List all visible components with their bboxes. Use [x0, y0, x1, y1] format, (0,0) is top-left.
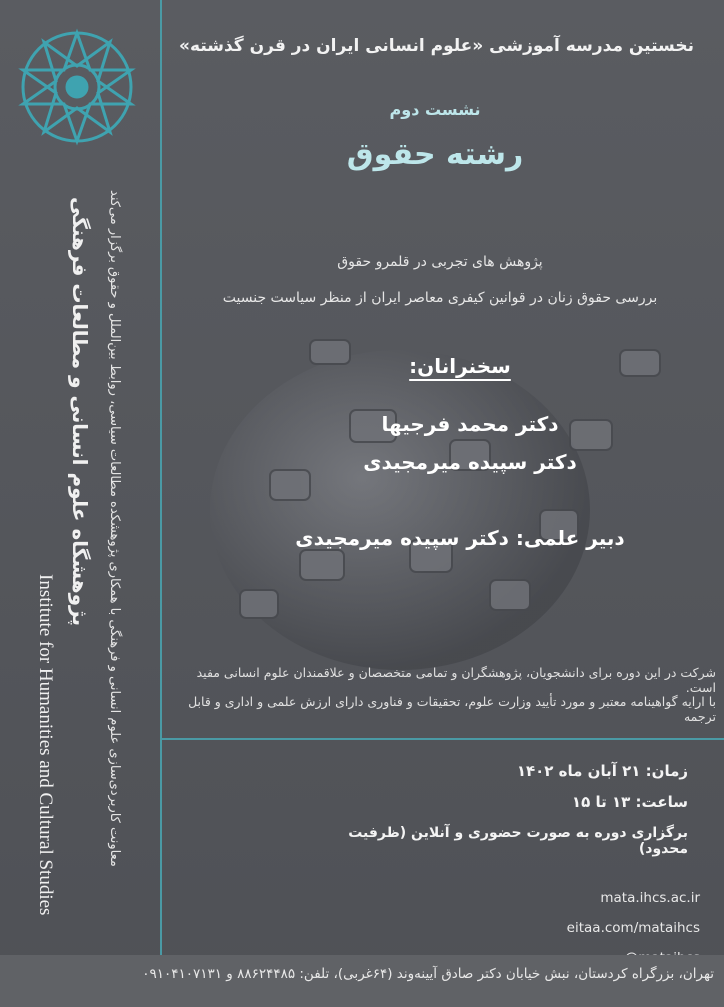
- topic-item: پژوهش های تجربی در قلمرو حقوق: [337, 254, 543, 270]
- sidebar-deputy-text: معاونت کاربردی‌سازی علوم انسانی و فرهنگی با همکاری پژوهشکده مطالعات سیاسی، روابط بین‌الملل و حقوق برگزار می‌کند: [107, 190, 122, 867]
- session-label: نشست دوم: [389, 100, 481, 119]
- field-title: رشته حقوق: [346, 137, 524, 172]
- speakers-label: سخنرانان:: [409, 354, 511, 378]
- institute-logo-icon: [18, 28, 136, 146]
- sidebar-org-name-en: Institute for Humanities and Cultural Studies: [35, 574, 56, 916]
- description-line: شرکت در این دوره برای دانشجویان، پژوهشگران و تمامی متخصصان و علاقمندان علوم انسانی مفید است.: [196, 665, 716, 695]
- website-link[interactable]: mata.ihcs.ac.ir: [600, 890, 700, 906]
- scientific-secretary: دبیر علمی: دکتر سپیده میرمجیدی: [295, 526, 625, 550]
- event-date: زمان: ۲۱ آبان ماه ۱۴۰۲: [516, 762, 688, 780]
- horizontal-divider: [160, 738, 724, 740]
- sidebar-org-name: پژوهشگاه علوم انسانی و مطالعات فرهنگی: [68, 197, 92, 627]
- description-line: با ارایه گواهینامه معتبر و مورد تأیید وزارت علوم، تحقیقات و فناوری دارای ارزش علمی و اداری و قابل ترجمه: [188, 694, 716, 724]
- speaker-name: دکتر محمد فرجیها: [381, 412, 559, 436]
- event-mode: برگزاری دوره به صورت حضوری و آنلاین (ظرفیت محدود): [348, 825, 688, 857]
- topic-item: بررسی حقوق زنان در قوانین کیفری معاصر ایران از منظر سیاست جنسیت: [222, 290, 658, 306]
- event-hours: ساعت: ۱۳ تا ۱۵: [571, 793, 688, 811]
- speaker-name: دکتر سپیده میرمجیدی: [363, 450, 577, 474]
- footer-address: تهران، بزرگراه کردستان، نبش خیابان دکتر صادق آیینه‌وند (۶۴غربی)، تلفن: ۸۸۶۲۴۴۸۵ و ۰۹۱۰۴۱۰۷۱۳۱: [142, 966, 714, 982]
- eitaa-link[interactable]: eitaa.com/mataihcs: [566, 920, 700, 936]
- event-title: نخستین مدرسه آموزشی «علوم انسانی ایران در قرن گذشته»: [179, 36, 694, 56]
